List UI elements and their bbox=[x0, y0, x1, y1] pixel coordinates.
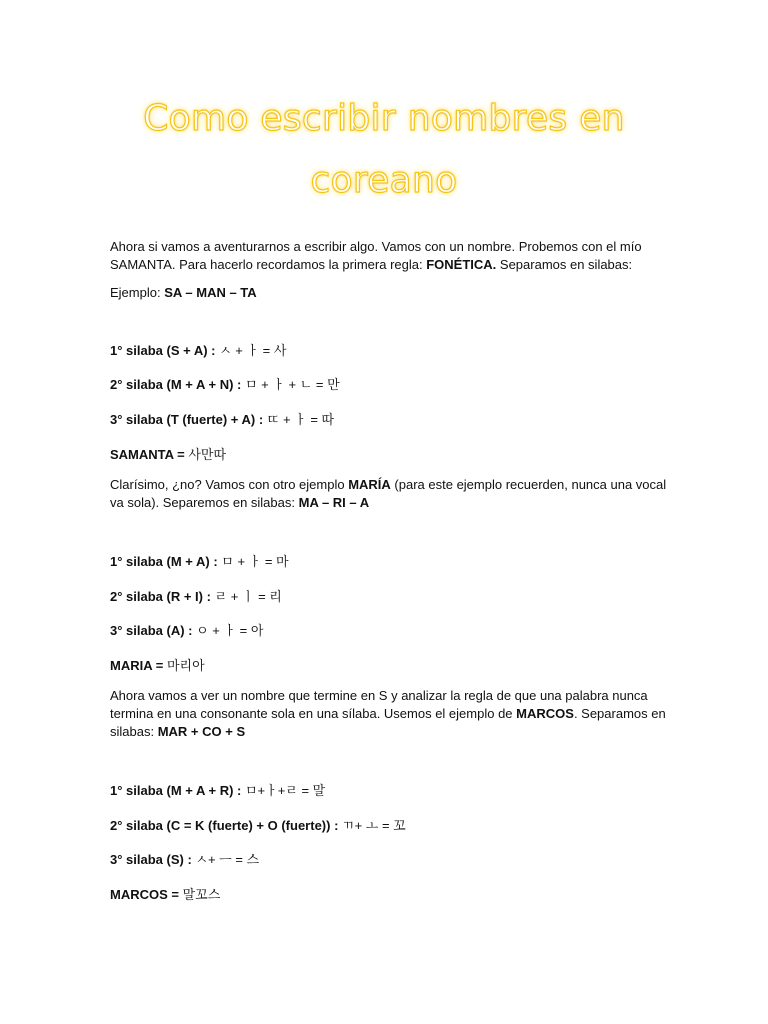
title-line-2: coreano bbox=[310, 160, 458, 201]
intro-text-1: Ahora si vamos a aventurarnos a escribir algo. Vamos con un nombre. Probemos con el mío SAMANTA. Para hacerlo recordamos la primera regla: bbox=[110, 239, 642, 272]
result-hangul: 마리아 bbox=[166, 658, 205, 673]
maria-intro-bold-2: MA – RI – A bbox=[298, 495, 370, 510]
maria-syllable-1 bbox=[110, 553, 670, 571]
intro-text-2: Separamos en silabas: bbox=[496, 257, 633, 272]
result-label: MARIA = bbox=[110, 658, 167, 673]
samanta-syllable-3 bbox=[110, 411, 670, 429]
maria-intro-paragraph bbox=[110, 476, 670, 512]
marcos-syllable-3 bbox=[110, 851, 670, 869]
marcos-intro-text-2: . Separamos en silabas: bbox=[110, 706, 666, 739]
intro-bold-fonetica: FONÉTICA. bbox=[426, 257, 497, 272]
syllable-jamo: ㅅ+ ㅡ = 스 bbox=[195, 852, 260, 867]
result-hangul: 사만따 bbox=[188, 447, 227, 462]
syllable-jamo: ㄸ + ㅏ = 따 bbox=[266, 412, 335, 427]
result-label: MARCOS = bbox=[110, 887, 183, 902]
maria-intro-bold-1: MARÍA bbox=[348, 477, 391, 492]
maria-syllable-3 bbox=[110, 622, 670, 640]
marcos-intro-bold-1: MARCOS bbox=[516, 706, 574, 721]
page-title bbox=[0, 88, 768, 212]
samanta-syllable-2 bbox=[110, 376, 670, 394]
marcos-intro-text-1: Ahora vamos a ver un nombre que termine en S y analizar la regla de que una palabra nunca termina en una consonante sola en una sílaba. Usemos el ejemplo de bbox=[110, 688, 648, 721]
syllable-label: 1° silaba (M + A) : bbox=[110, 554, 222, 569]
syllable-jamo: ㅁ+ㅏ+ㄹ = 말 bbox=[245, 783, 326, 798]
samanta-syllable-1 bbox=[110, 342, 670, 360]
syllable-jamo: ㄲ+ ㅗ = 꼬 bbox=[342, 818, 406, 833]
marcos-syllable-1 bbox=[110, 782, 670, 800]
maria-syllable-2 bbox=[110, 588, 670, 606]
marcos-result bbox=[110, 886, 670, 904]
syllable-label: 3° silaba (T (fuerte) + A) : bbox=[110, 412, 267, 427]
syllable-label: 2° silaba (R + I) : bbox=[110, 589, 215, 604]
result-label: SAMANTA = bbox=[110, 447, 189, 462]
syllable-jamo: ㅇ + ㅏ = 아 bbox=[196, 623, 264, 638]
title-line-1: Como escribir nombres en bbox=[143, 98, 625, 139]
samanta-result bbox=[110, 446, 670, 464]
maria-intro-text-1: Clarísimo, ¿no? Vamos con otro ejemplo bbox=[110, 477, 349, 492]
marcos-intro-bold-2: MAR + CO + S bbox=[157, 724, 246, 739]
syllable-jamo: ㅁ + ㅏ = 마 bbox=[221, 554, 289, 569]
maria-result bbox=[110, 657, 670, 675]
syllable-label: 1° silaba (S + A) : bbox=[110, 343, 220, 358]
syllable-label: 1° silaba (M + A + R) : bbox=[110, 783, 245, 798]
intro-paragraph bbox=[110, 238, 670, 274]
ejemplo-value: SA – MAN – TA bbox=[164, 285, 257, 300]
marcos-intro-paragraph bbox=[110, 687, 670, 741]
syllable-label: 2° silaba (M + A + N) : bbox=[110, 377, 245, 392]
syllable-jamo: ㅁ + ㅏ + ㄴ = 만 bbox=[245, 377, 340, 392]
syllable-jamo: ㅅ + ㅏ = 사 bbox=[219, 343, 287, 358]
syllable-jamo: ㄹ + ㅣ = 리 bbox=[214, 589, 282, 604]
ejemplo-label: Ejemplo: bbox=[110, 285, 165, 300]
result-hangul: 말꼬스 bbox=[182, 887, 221, 902]
syllable-label: 2° silaba (C = K (fuerte) + O (fuerte)) : bbox=[110, 818, 343, 833]
maria-intro-text-2: (para este ejemplo recuerden, nunca una vocal va sola). Separemos en silabas: bbox=[110, 477, 667, 510]
ejemplo-line bbox=[110, 284, 670, 302]
marcos-syllable-2 bbox=[110, 817, 670, 835]
syllable-label: 3° silaba (S) : bbox=[110, 852, 196, 867]
syllable-label: 3° silaba (A) : bbox=[110, 623, 197, 638]
